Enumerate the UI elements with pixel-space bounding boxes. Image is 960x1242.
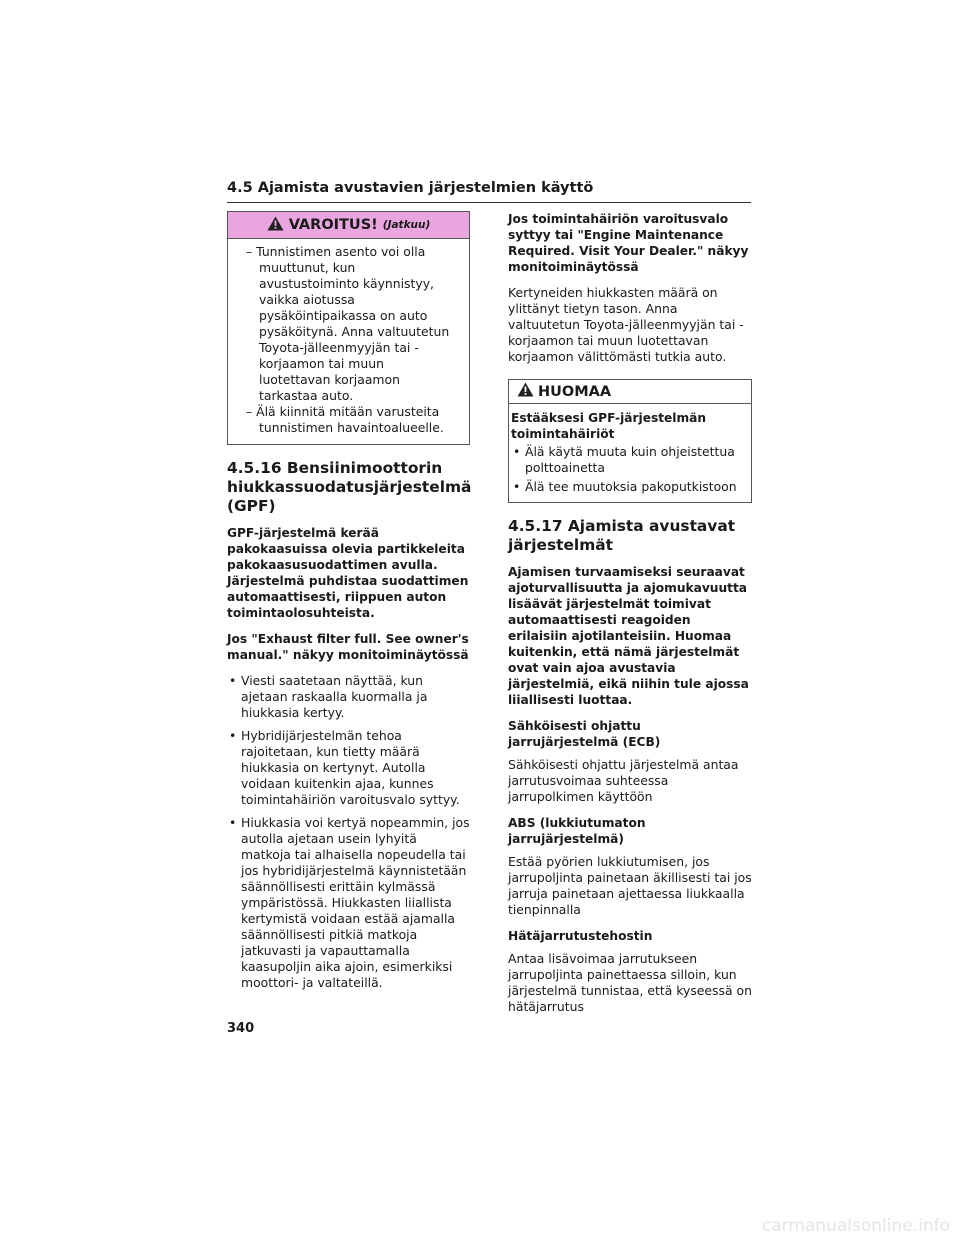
gpf-bullet: • Viesti saatetaan näyttää, kun ajetaan raskaalla kuormalla ja hiukkasia kertyy. — [227, 673, 470, 721]
gpf-bullet: • Hiukkasia voi kertyä nopeammin, jos autolla ajetaan usein lyhyitä matkoja tai alhaisella nopeudella tai jos hybridijärjestelmä käynnistetään säännöllisesti erittäin kylmässä ympäristössä. Hiukkasten liiallista kertymistä voidaan estää ajamalla säännöllisesti pitkiä matkoja jatkuvasti ja vapauttamalla kaasupoljin aika ajoin, esimerkiksi moottori- ja valtateillä. — [227, 815, 470, 991]
notice-bullet: • Älä käytä muuta kuin ohjeistettua polttoainetta — [511, 444, 743, 476]
gpf-heading: 4.5.16 Bensiinimoottorin hiukkassuodatusjärjestelmä (GPF) — [227, 459, 472, 515]
warning-item: – Tunnistimen asento voi olla muuttunut, kun avustustoiminto käynnistyy, vaikka aiotussa pysäköintipaikassa on auto pysäköitynä. Anna valtuutetun Toyota-jälleenmyyjän tai -korjaamon tai muun luotettavan korjaamon tarkastaa auto. — [246, 244, 450, 403]
footer-watermark: carmanualsonline.info — [761, 1216, 950, 1236]
abs-heading: ABS (lukkiutumaton jarrujärjestelmä) — [508, 816, 646, 846]
left-column — [227, 211, 470, 998]
warning-triangle-icon — [267, 216, 284, 235]
notice-bullet: • Älä tee muutoksia pakoputkistoon — [511, 479, 743, 495]
assist-intro: Ajamisen turvaamiseksi seuraavat ajoturvallisuutta ja ajomukavuutta lisäävät järjestelmät toimivat automaattisesti reagoiden erilaisiin ajotilanteisiin. Huomaa kuitenkin, että nämä järjestelmät ovat vain ajoa avustavia järjestelmiä, eikä niihin tule ajossa liiallisesti luottaa. — [508, 565, 749, 707]
notice-header — [509, 380, 751, 404]
gpf-subheading: Jos "Exhaust filter full. See owner's manual." näkyy monitoiminäytössä — [227, 632, 469, 662]
gpf-bullet: • Hybridijärjestelmän tehoa rajoitetaan, kun tietty määrä hiukkasia on kertynyt. Autolla voidaan kuitenkin ajaa, kunnes toimintahäiriön varoitusvalo syttyy. — [227, 728, 470, 808]
ecb-heading: Sähköisesti ohjattu jarrujärjestelmä (ECB) — [508, 719, 661, 749]
malfunction-heading: Jos toimintahäiriön varoitusvalo syttyy tai "Engine Maintenance Required. Visit Your Dealer." näkyy monitoiminäytössä — [508, 212, 749, 274]
warning-body — [228, 239, 469, 444]
warning-box — [227, 211, 470, 445]
notice-title: HUOMAA — [538, 383, 612, 400]
page-header: 4.5 Ajamista avustavien järjestelmien käyttö — [227, 179, 751, 203]
notice-body — [509, 404, 751, 502]
ba-text: Antaa lisävoimaa jarrutukseen jarrupoljinta painettaessa silloin, kun järjestelmä tunnistaa, että kyseessä on hätäjarrutus — [508, 951, 752, 1014]
notice-heading: Estääksesi GPF-järjestelmän toimintahäiriöt — [511, 411, 707, 441]
page-number: 340 — [227, 1021, 255, 1036]
gpf-intro: GPF-järjestelmä kerää pakokaasuissa olevia partikkeleita pakokaasusuodattimen avulla. Järjestelmä puhdistaa suodattimen automaattisesti, riippuen auton toimintaolosuhteista. — [227, 526, 469, 620]
assist-heading: 4.5.17 Ajamista avustavat järjestelmät — [508, 517, 736, 554]
ecb-text: Sähköisesti ohjattu järjestelmä antaa jarrutusvoimaa suhteessa jarrupolkimen käyttöön — [508, 757, 739, 804]
warning-item: – Älä kiinnitä mitään varusteita tunnistimen havaintoalueelle. — [246, 404, 444, 435]
ba-heading: Hätäjarrutustehostin — [508, 929, 653, 943]
right-column — [508, 211, 752, 1015]
warning-header — [228, 212, 469, 239]
notice-box — [508, 379, 752, 503]
warning-title: VAROITUS! — [288, 217, 378, 233]
abs-text: Estää pyörien lukkiutumisen, jos jarrupoljinta painetaan äkillisesti tai jos jarruja painetaan ajettaessa liukkaalla tienpinnalla — [508, 854, 752, 917]
warning-subtitle: (Jatkuu) — [382, 219, 431, 231]
malfunction-text: Kertyneiden hiukkasten määrä on ylittänyt tietyn tason. Anna valtuutetun Toyota-jälleenmyyjän tai -korjaamon tai muun luotettavan korjaamon välittömästi tutkia auto. — [508, 285, 744, 364]
caution-icon — [517, 382, 534, 401]
